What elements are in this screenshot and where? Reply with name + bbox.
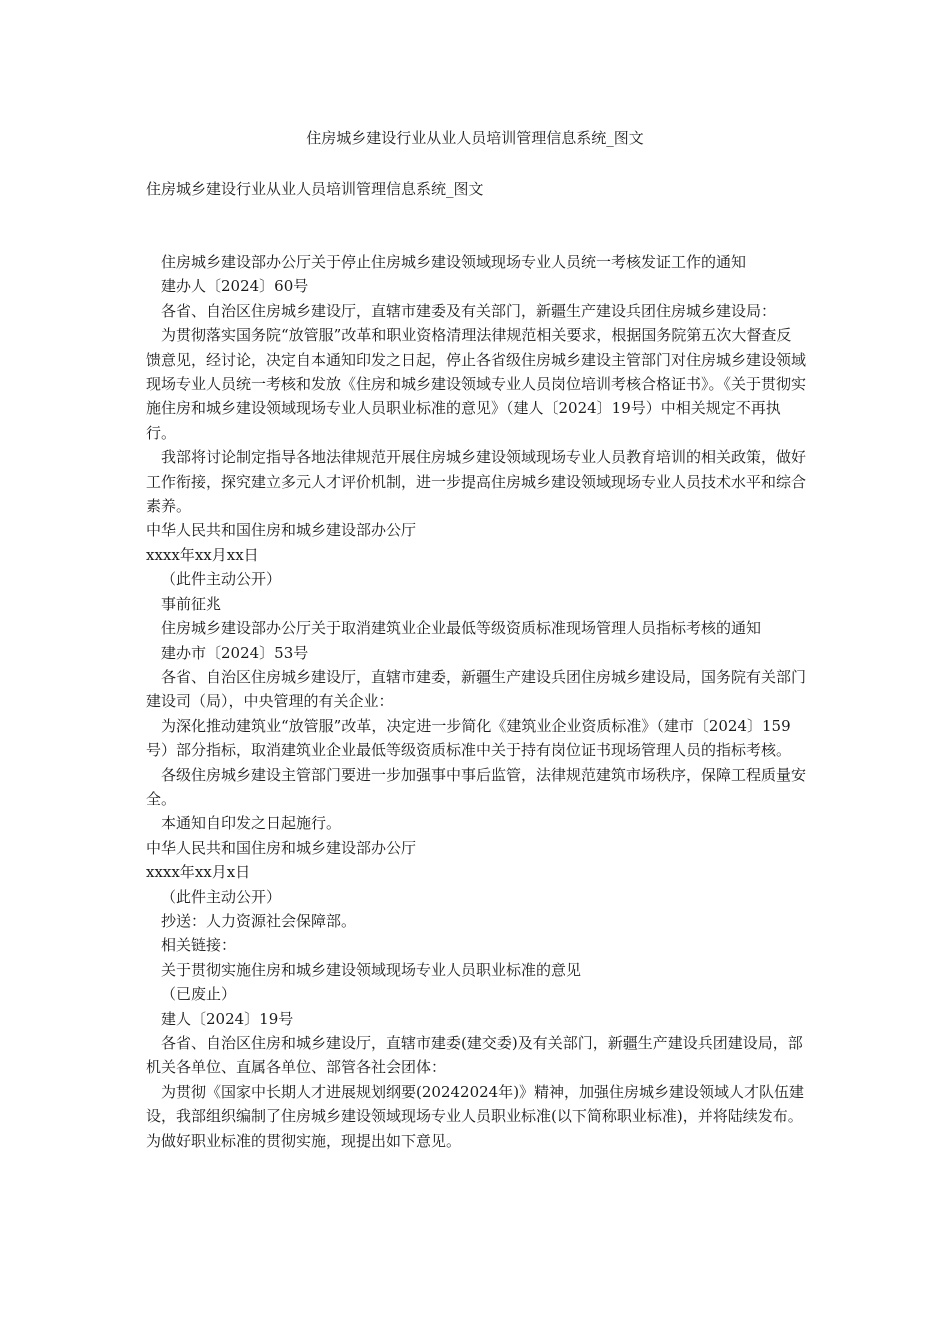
addressee-1: 各省、自治区住房城乡建设厅，直辖市建委及有关部门，新疆生产建设兵团住房城乡建设局： (161, 301, 777, 320)
cc-line: 抄送：人力资源社会保障部。 (161, 911, 357, 930)
related-links-label: 相关链接： (161, 936, 237, 955)
body-paragraph: 为贯彻落实国务院“放管服”改革和职业资格清理法律规范相关要求，根据国务院第五次大督查反馈意见，经讨论，决定自本通知印发之日起，停止各省级住房城乡建设主管部门对住房城乡建设领域现场专业人员统一考核和发放《住房和城乡建设领域专业人员岗位培训考核合格证书》。《关于贯彻实施住房和城乡建设领域现场专业人员职业标准的意见》（建人〔2024〕19号）中相关规定不再执行。 (146, 326, 807, 442)
public-note-2: （此件主动公开） (161, 887, 282, 906)
document-title: 住房城乡建设行业从业人员培训管理信息系统_图文 (306, 129, 644, 147)
section-label: 事前征兆 (161, 594, 222, 613)
document-body (146, 250, 806, 1153)
body-paragraph: 本通知自印发之日起施行。 (161, 814, 342, 833)
notice-title-1: 住房城乡建设部办公厅关于停止住房城乡建设领域现场专业人员统一考核发证工作的通知 (161, 253, 747, 271)
document-number-2: 建办市〔2024〕53号 (161, 643, 309, 662)
body-paragraph: 为贯彻《国家中长期人才进展规划纲要(20242024年)》精神，加强住房城乡建设领域人才队伍建设，我部组织编制了住房城乡建设领域现场专业人员职业标准(以下简称职业标准)，并将陆续发布。为做好职业标准的贯彻实施，现提出如下意见。 (146, 1082, 805, 1150)
body-paragraph: 我部将讨论制定指导各地法律规范开展住房城乡建设领域现场专业人员教育培训的相关政策，做好工作衔接，探究建立多元人才评价机制，进一步提高住房城乡建设领域现场专业人员技术水平和综合素养。 (146, 448, 807, 516)
public-note-1: （此件主动公开） (161, 570, 282, 589)
issuer-2: 中华人民共和国住房和城乡建设部办公厅 (146, 838, 417, 857)
body-paragraph: 为深化推动建筑业“放管服”改革，决定进一步简化《建筑业企业资质标准》（建市〔2024〕159号）部分指标，取消建筑业企业最低等级资质标准中关于持有岗位证书现场管理人员的指标考核。 (146, 716, 792, 760)
body-paragraph: 各级住房城乡建设主管部门要进一步加强事中事后监管，法律规范建筑市场秩序，保障工程质量安全。 (146, 765, 807, 808)
document-subtitle: 住房城乡建设行业从业人员培训管理信息系统_图文 (146, 180, 484, 198)
related-link-title: 关于贯彻实施住房和城乡建设领域现场专业人员职业标准的意见 (161, 960, 582, 979)
document-number-3: 建人〔2024〕19号 (161, 1009, 294, 1028)
document-number-1: 建办人〔2024〕60号 (161, 277, 309, 296)
date-1: xxxx年xx月xx日 (146, 545, 259, 564)
addressee-2: 各省、自治区住房城乡建设厅，直辖市建委，新疆生产建设兵团住房城乡建设局，国务院有关部门建设司（局），中央管理的有关企业： (146, 667, 807, 711)
abolished-note: （已废止） (161, 985, 237, 1004)
addressee-3: 各省、自治区住房和城乡建设厅，直辖市建委(建交委)及有关部门，新疆生产建设兵团建设局，部机关各单位、直属各单位、部管各社会团体： (146, 1034, 803, 1077)
date-2: xxxx年xx月x日 (146, 863, 251, 882)
issuer-1: 中华人民共和国住房和城乡建设部办公厅 (146, 521, 417, 540)
notice-title-2: 住房城乡建设部办公厅关于取消建筑业企业最低等级资质标准现场管理人员指标考核的通知 (161, 619, 762, 638)
